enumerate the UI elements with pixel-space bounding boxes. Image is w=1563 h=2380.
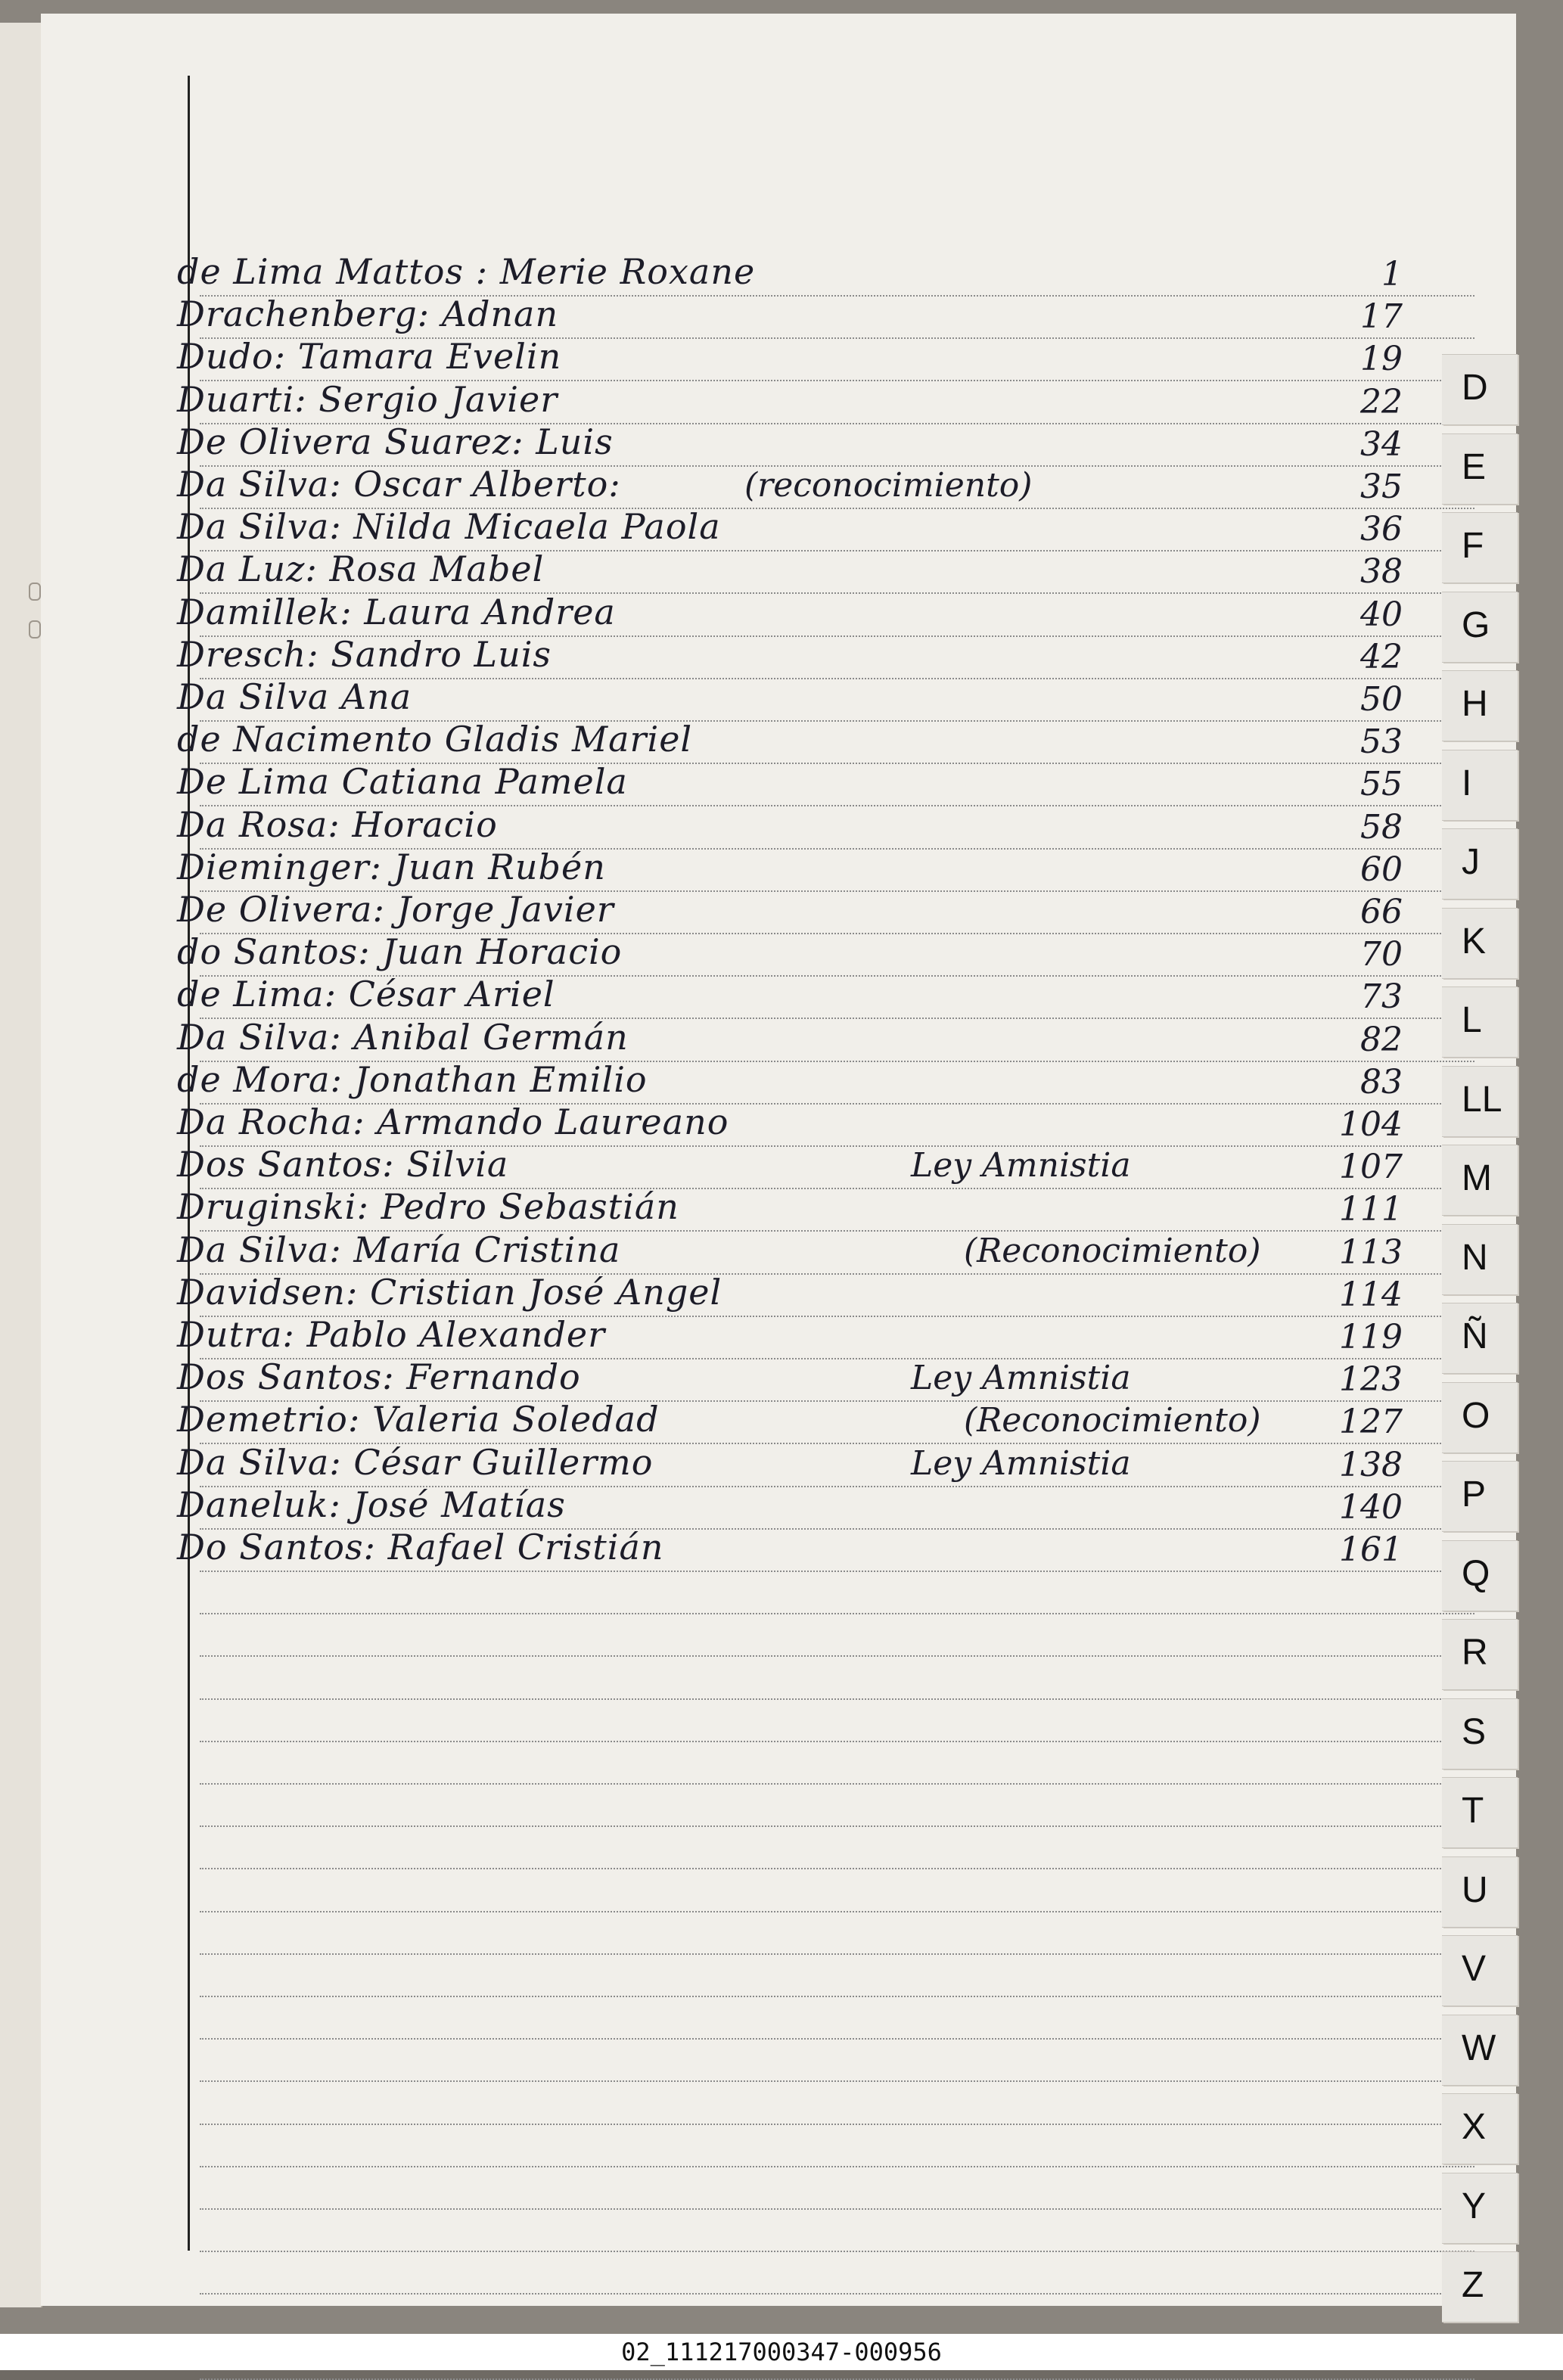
entry-page-number: 55 — [1360, 765, 1403, 804]
entry-page-number: 50 — [1360, 680, 1403, 719]
index-entry — [41, 550, 1516, 592]
ruled-line — [200, 1953, 1474, 1955]
entry-name: De Olivera Suarez: Luis — [177, 421, 614, 462]
tab-letter: H — [1462, 684, 1488, 724]
tab-letter: P — [1462, 1474, 1487, 1515]
index-entry — [41, 1058, 1516, 1103]
index-entry — [41, 763, 1516, 805]
entry-name: Damillek: Laura Andrea — [177, 591, 616, 632]
index-entry — [41, 1486, 1516, 1528]
alphabet-tab[interactable] — [1442, 1935, 1518, 2006]
index-entry — [41, 1103, 1516, 1145]
ruled-line — [200, 1741, 1474, 1742]
tab-letter: I — [1462, 763, 1472, 803]
ruled-line — [200, 1825, 1474, 1827]
alphabet-tab[interactable] — [1442, 2015, 1518, 2086]
entry-page-number: 22 — [1360, 382, 1403, 421]
entry-page-number: 70 — [1360, 935, 1403, 974]
tab-letter: Ñ — [1462, 1316, 1488, 1356]
alphabet-tab[interactable] — [1442, 1619, 1518, 1690]
entry-name: Da Luz: Rosa Mabel — [177, 548, 545, 590]
entry-page-number: 111 — [1339, 1190, 1403, 1229]
tab-letter: T — [1462, 1791, 1484, 1831]
index-entry — [41, 423, 1516, 465]
tab-letter: X — [1462, 2107, 1487, 2147]
entry-page-number: 123 — [1339, 1360, 1403, 1400]
index-entry — [41, 378, 1516, 423]
tab-letter: Q — [1462, 1553, 1490, 1594]
ruled-line — [200, 2378, 1474, 2380]
alphabet-tab[interactable] — [1442, 1224, 1518, 1295]
index-entry — [41, 1018, 1516, 1061]
index-entry — [41, 933, 1516, 975]
ruled-line — [200, 1613, 1474, 1614]
alphabet-tab[interactable] — [1442, 433, 1518, 505]
ruled-line — [200, 2080, 1474, 2082]
entry-note: Ley Amnistia — [911, 1146, 1131, 1185]
entry-name: Dutra: Pablo Alexander — [177, 1314, 606, 1355]
ruled-line — [200, 2293, 1474, 2295]
entry-page-number: 140 — [1339, 1487, 1403, 1527]
entry-name: Drachenberg: Adnan — [177, 294, 559, 335]
entry-note: (Reconocimiento) — [964, 1231, 1261, 1270]
tab-letter: Y — [1462, 2186, 1487, 2226]
entry-page-number: 138 — [1339, 1445, 1403, 1484]
entry-page-number: 73 — [1360, 977, 1403, 1017]
entry-name: Druginski: Pedro Sebastián — [177, 1186, 679, 1228]
entry-page-number: 82 — [1360, 1020, 1403, 1059]
tab-letter: U — [1462, 1869, 1488, 1910]
entry-page-number: 127 — [1339, 1403, 1403, 1442]
alphabet-tab[interactable] — [1442, 1698, 1518, 1769]
tab-letter: S — [1462, 1711, 1487, 1752]
entry-note: (Reconocimiento) — [964, 1401, 1261, 1440]
tab-letter: J — [1462, 842, 1480, 882]
entry-name: Da Rosa: Horacio — [177, 803, 498, 845]
index-entry — [41, 1358, 1516, 1400]
ruled-line — [200, 2124, 1474, 2125]
tab-letter: E — [1462, 446, 1487, 487]
tab-letter: V — [1462, 1949, 1487, 1989]
index-entry — [41, 975, 1516, 1018]
tab-letter: F — [1462, 526, 1484, 566]
alphabet-tab[interactable] — [1442, 1856, 1518, 1928]
tab-letter: W — [1462, 2027, 1496, 2068]
index-entry — [41, 848, 1516, 890]
entry-name: de Lima Mattos : Merie Roxane — [177, 251, 756, 292]
alphabet-tab[interactable] — [1442, 592, 1518, 663]
entry-page-number: 17 — [1360, 297, 1403, 337]
entry-name: Demetrio: Valeria Soledad — [177, 1399, 660, 1440]
ruled-line — [200, 1571, 1474, 1572]
alphabet-tab[interactable] — [1442, 2251, 1518, 2323]
entry-name: De Lima Catiana Pamela — [177, 761, 628, 803]
tab-letter: R — [1462, 1633, 1488, 1673]
tab-letter: G — [1462, 604, 1490, 645]
alphabet-tab[interactable] — [1442, 2173, 1518, 2244]
ruled-line — [200, 2251, 1474, 2252]
entry-page-number: 40 — [1360, 595, 1403, 634]
binding-stitch — [29, 583, 41, 601]
entry-name: de Nacimento Gladis Mariel — [177, 719, 693, 760]
tab-letter: Z — [1462, 2265, 1484, 2305]
index-entry — [41, 890, 1516, 933]
ruled-line — [200, 2166, 1474, 2167]
entry-name: Dos Santos: Silvia — [177, 1144, 509, 1185]
entry-name: Da Silva: María Cristina — [177, 1229, 621, 1270]
index-entry — [41, 1528, 1516, 1571]
entry-page-number: 35 — [1360, 468, 1403, 506]
entry-page-number: 104 — [1339, 1105, 1403, 1144]
entry-page-number: 107 — [1339, 1148, 1403, 1187]
binding-stitch — [29, 620, 41, 638]
alphabet-tabs — [1442, 0, 1525, 2305]
alphabet-tab[interactable] — [1442, 750, 1518, 821]
entry-name: Da Silva: César Guillermo — [177, 1441, 654, 1483]
entry-note: Ley Amnistia — [911, 1443, 1131, 1483]
alphabet-tab[interactable] — [1442, 354, 1518, 425]
tab-letter: L — [1462, 1000, 1482, 1040]
entry-page-number: 60 — [1360, 850, 1403, 889]
image-caption: 02_111217000347-000956 — [0, 2334, 1563, 2370]
entry-note: (reconocimiento) — [744, 466, 1033, 505]
alphabet-tab[interactable] — [1442, 828, 1518, 899]
left-page-edge — [0, 23, 42, 2307]
entry-page-number: 19 — [1360, 340, 1403, 379]
ruled-line — [200, 2208, 1474, 2210]
entry-name: Da Silva: Nilda Micaela Paola — [177, 506, 721, 548]
tab-letter: K — [1462, 921, 1487, 962]
ruled-line — [200, 2038, 1474, 2040]
tab-letter: D — [1462, 368, 1488, 408]
index-entry — [41, 465, 1516, 508]
entry-name: De Olivera: Jorge Javier — [177, 889, 614, 930]
index-entry — [41, 678, 1516, 720]
entry-name: de Mora: Jonathan Emilio — [177, 1058, 648, 1100]
entry-page-number: 83 — [1360, 1062, 1403, 1101]
alphabet-tab[interactable] — [1442, 1540, 1518, 1611]
index-entry — [41, 635, 1516, 678]
entry-page-number: 34 — [1360, 424, 1403, 464]
entry-name: Dresch: Sandro Luis — [177, 633, 552, 675]
index-entry — [41, 1145, 1516, 1188]
index-entry — [41, 508, 1516, 550]
entry-page-number: 38 — [1360, 552, 1403, 592]
ruled-line — [200, 1996, 1474, 1997]
entry-page-number: 36 — [1360, 510, 1403, 549]
alphabet-tab[interactable] — [1442, 1066, 1518, 1137]
index-entry — [41, 253, 1516, 295]
ruled-line — [200, 1911, 1474, 1912]
alphabet-tab[interactable] — [1442, 1777, 1518, 1848]
alphabet-tab[interactable] — [1442, 512, 1518, 583]
alphabet-tab[interactable] — [1442, 1461, 1518, 1532]
entry-name: Davidsen: Cristian José Angel — [177, 1271, 722, 1313]
index-entry — [41, 295, 1516, 337]
entry-page-number: 53 — [1360, 722, 1403, 762]
ruled-line — [200, 1868, 1474, 1869]
tab-letter: M — [1462, 1158, 1492, 1198]
index-entry — [41, 1316, 1516, 1358]
index-entry — [41, 1400, 1516, 1443]
index-entry — [41, 1443, 1516, 1486]
alphabet-tab[interactable] — [1442, 670, 1518, 741]
ruled-line — [200, 1698, 1474, 1700]
entry-page-number: 119 — [1339, 1318, 1403, 1356]
index-entry — [41, 1273, 1516, 1316]
entry-page-number: 161 — [1339, 1530, 1403, 1569]
index-entry — [41, 1231, 1516, 1273]
alphabet-tab[interactable] — [1442, 908, 1518, 979]
ruled-line — [200, 1783, 1474, 1785]
entry-page-number: 1 — [1381, 255, 1403, 294]
index-entry — [41, 720, 1516, 763]
entry-page-number: 66 — [1360, 893, 1403, 931]
tab-letter: N — [1462, 1237, 1488, 1278]
entry-name: do Santos: Juan Horacio — [177, 931, 623, 973]
alphabet-tab[interactable] — [1442, 1382, 1518, 1453]
ruled-line — [200, 1655, 1474, 1657]
alphabet-tab[interactable] — [1442, 1303, 1518, 1374]
alphabet-tab[interactable] — [1442, 986, 1518, 1058]
entry-page-number: 113 — [1339, 1232, 1403, 1272]
entry-name: Da Rocha: Armando Laureano — [177, 1101, 729, 1142]
index-entry — [41, 803, 1516, 848]
index-page — [41, 14, 1516, 2306]
entry-name: Duarti: Sergio Javier — [177, 378, 558, 420]
tab-letter: LL — [1462, 1079, 1502, 1120]
alphabet-tab[interactable] — [1442, 2093, 1518, 2164]
index-entry — [41, 337, 1516, 380]
entry-name: Dos Santos: Fernando — [177, 1356, 581, 1398]
entry-name: Dieminger: Juan Rubén — [177, 846, 606, 887]
entry-name: Do Santos: Rafael Cristián — [177, 1527, 664, 1568]
entry-name: Da Silva Ana — [177, 676, 412, 717]
entry-page-number: 58 — [1360, 807, 1403, 847]
entry-note: Ley Amnistia — [911, 1359, 1131, 1398]
entry-name: Da Silva: Anibal Germán — [177, 1016, 629, 1058]
index-entry — [41, 593, 1516, 635]
entry-page-number: 42 — [1360, 637, 1403, 676]
alphabet-tab[interactable] — [1442, 1145, 1518, 1216]
entry-page-number: 114 — [1339, 1275, 1403, 1314]
index-entry — [41, 1188, 1516, 1230]
entry-name: Dudo: Tamara Evelin — [177, 336, 562, 378]
tab-letter: O — [1462, 1395, 1490, 1436]
entry-name: de Lima: César Ariel — [177, 974, 555, 1015]
entry-name: Daneluk: José Matías — [177, 1484, 566, 1525]
entry-name: Da Silva: Oscar Alberto: — [177, 464, 621, 505]
